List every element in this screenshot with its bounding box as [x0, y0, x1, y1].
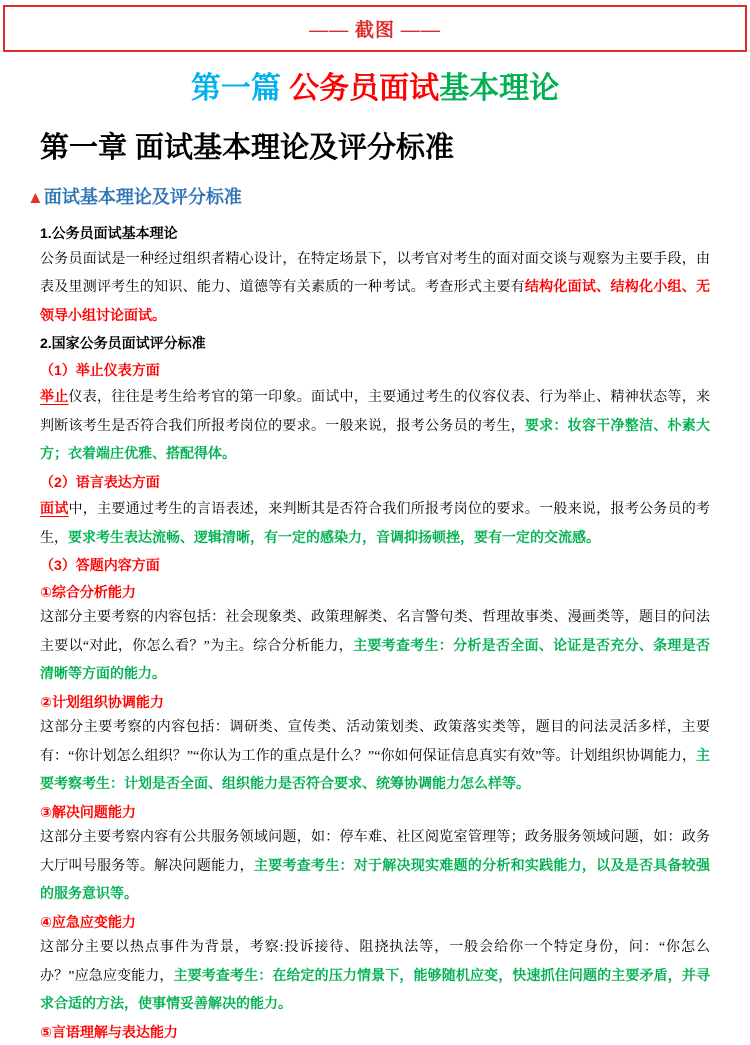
- ability1-heading: ①综合分析能力: [40, 579, 710, 606]
- s1-text: 公务员面试是一种经过组织者精心设计，在特定场景下，以考官对考生的面对面交谈与观察为主要手段，由表及里测评考生的知识、能力、道德等有关素质的一种考试。考查形式主要有: [40, 252, 710, 296]
- ability4-paragraph: [40, 935, 710, 1019]
- s1-highlight-red: 结构化面试、结构化小组、无领导小组讨论面试。: [40, 278, 710, 323]
- ability3-text: 这部分主要考察内容有公共服务领域问题，如：停车难、社区阅览室管理等；政务服务领域问题，如：政务大厅叫号服务等。解决问题能力，: [40, 830, 710, 874]
- ability4-heading: ④应急应变能力: [40, 909, 710, 936]
- title-part-green: 基本理论: [439, 72, 559, 105]
- ability3-heading: ③解决问题能力: [40, 799, 710, 826]
- aspect1-lead-word: 举止: [40, 388, 69, 404]
- screenshot-banner: [3, 5, 747, 52]
- s1-heading: 1.公务员面试基本理论: [40, 220, 710, 247]
- aspect1-paragraph: [40, 383, 710, 469]
- document-page: [0, 5, 750, 1045]
- ability2-paragraph: [40, 715, 710, 799]
- aspect1-highlight-green: 要求：妆容干净整洁、朴素大方；衣着端庄优雅、搭配得体。: [40, 417, 710, 462]
- aspect2-paragraph: [40, 495, 710, 552]
- aspect3-heading: （3）答题内容方面: [40, 552, 710, 579]
- banner-label: —— 截图 ——: [309, 15, 441, 42]
- aspect2-highlight-green: 要求考生表达流畅、逻辑清晰，有一定的感染力，音调抑扬顿挫，要有一定的交流感。: [68, 529, 600, 545]
- title-part-red: 公务员面试: [289, 72, 439, 105]
- aspect2-heading: （2）语言表达方面: [40, 469, 710, 496]
- s1-paragraph: [40, 247, 710, 331]
- ability2-text: 这部分主要考察的内容包括：调研类、宣传类、活动策划类、政策落实类等，题目的问法灵活多样，主要有：“你计划怎么组织？”“你认为工作的重点是什么？”“你如何保证信息真实有效”等。计划组织协调能力，: [40, 720, 710, 764]
- aspect2-text: 中，主要通过考生的言语表述，来判断其是否符合我们所报考岗位的要求。一般来说，报考公务员的考生，: [40, 502, 710, 546]
- aspect2-lead-word: 面试: [40, 500, 69, 516]
- ability1-text: 这部分主要考察的内容包括：社会现象类、政策理解类、名言警句类、哲理故事类、漫画类等，题目的问法主要以“对此，你怎么看？”为主。综合分析能力，: [40, 610, 710, 654]
- aspect1-text: 仪表，往往是考生给考官的第一印象。面试中，主要通过考生的仪容仪表、行为举止、精神状态等，来判断该考生是否符合我们所报考岗位的要求。一般来说，报考公务员的考生，: [40, 390, 710, 434]
- triangle-marker-icon: ▲: [27, 188, 44, 207]
- ability1-paragraph: [40, 605, 710, 689]
- aspect1-heading: （1）举止仪表方面: [40, 357, 710, 384]
- chapter-heading: 第一章 面试基本理论及评分标准: [40, 127, 750, 169]
- ability4-text: 这部分主要以热点事件为背景，考察:投诉接待、阻挠执法等，一般会给你一个特定身份，问：“你怎么办？”应急应变能力，: [40, 940, 710, 984]
- ability2-highlight-green: 主要考察考生：计划是否全面、组织能力是否符合要求、统筹协调能力怎么样等。: [40, 747, 710, 792]
- document-title: [0, 69, 750, 109]
- ability1-highlight-green: 主要考查考生：分析是否全面、论证是否充分、条理是否清晰等方面的能力。: [40, 637, 710, 682]
- ability2-heading: ②计划组织协调能力: [40, 689, 710, 716]
- document-body: [40, 220, 710, 1045]
- title-part-blue: 第一篇: [191, 72, 289, 105]
- ability3-paragraph: [40, 825, 710, 909]
- s2-heading: 2.国家公务员面试评分标准: [40, 330, 710, 357]
- ability3-highlight-green: 主要考查考生：对于解决现实难题的分析和实践能力，以及是否具备较强的服务意识等。: [40, 857, 710, 902]
- section-heading: [27, 185, 750, 210]
- ability4-highlight-green: 主要考查考生：在给定的压力情景下，能够随机应变，快速抓住问题的主要矛盾，并寻求合适的方法，使事情妥善解决的能力。: [40, 967, 710, 1012]
- section-heading-text: 面试基本理论及评分标准: [44, 187, 242, 207]
- ability5-heading: ⑤言语理解与表达能力: [40, 1019, 710, 1045]
